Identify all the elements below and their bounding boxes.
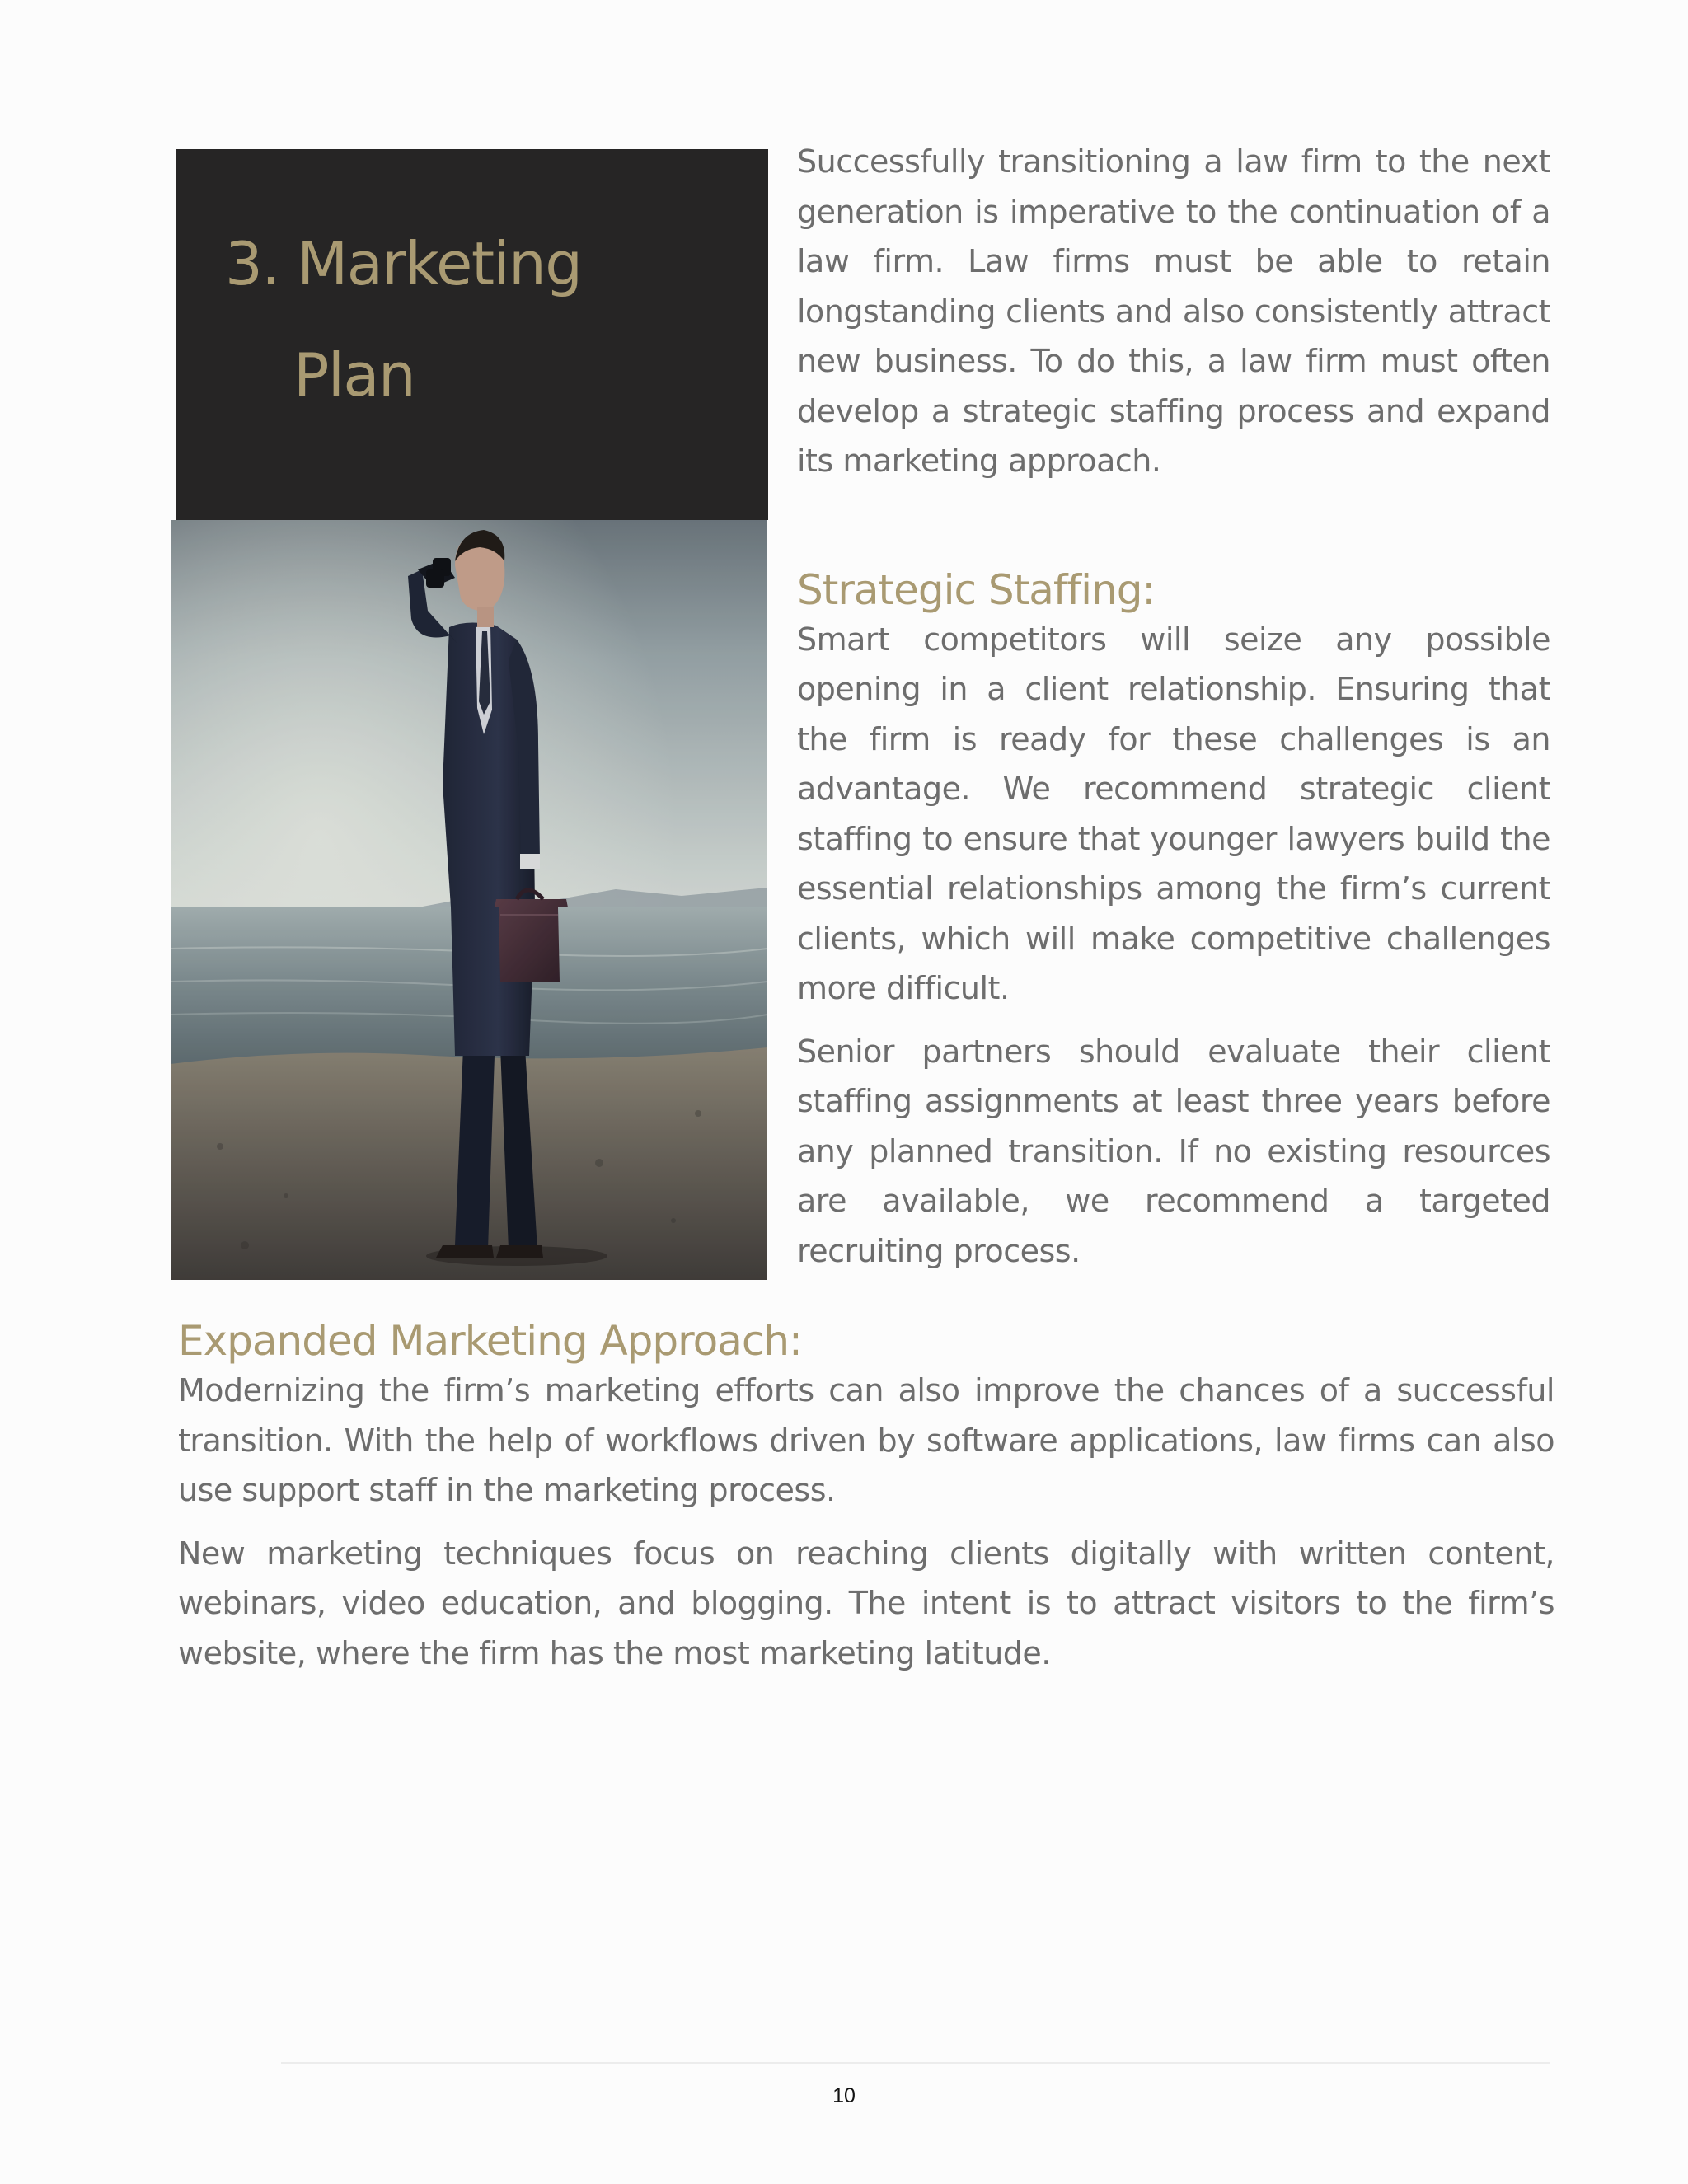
expanded-marketing-heading: Expanded Marketing Approach: (178, 1317, 802, 1365)
footer-divider (281, 2062, 1550, 2064)
strategic-staffing-heading: Strategic Staffing: (797, 565, 1156, 614)
section-title-line1: 3. Marketing (225, 229, 582, 298)
section-title-block (176, 149, 768, 520)
page-number: 10 (832, 2084, 856, 2107)
intro-paragraph: Successfully transitioning a law firm to the next generation is imperative to the continuation of a law firm. Law firms must be able to retain longstanding clients and also consistently attract new business. To do this, a law firm must often develop a strategic staffing process and expand its marketing approach. (797, 143, 1550, 479)
expanded-marketing-paragraph-2: New marketing techniques focus on reaching clients digitally with written content, webinars, video education, and blogging. The intent is to attract visitors to the firm’s website, where the firm has the most marketing latitude. (178, 1535, 1554, 1671)
right-column (797, 137, 1550, 1276)
strategic-staffing-paragraph-1: Smart competitors will seize any possible opening in a client relationship. Ensuring that the firm is ready for these challenges is an advantage. We recommend strategic client staffing to ensure that younger lawyers build the essential relationships among the firm’s current clients, which will make competitive challenges more difficult. (797, 621, 1550, 1006)
section-title-line2: Plan (293, 340, 415, 410)
strategic-staffing-paragraph-2: Senior partners should evaluate their client staffing assignments at least three years before any planned transition. If no existing resources are available, we recommend a targeted recruiting process. (797, 1033, 1550, 1269)
section-title (225, 209, 581, 431)
expanded-marketing-paragraph-1: Modernizing the firm’s marketing efforts can also improve the chances of a successful transition. With the help of workflows driven by software applications, law firms can also use support staff in the marketing process. (178, 1372, 1554, 1508)
businessman-photo (171, 520, 767, 1280)
expanded-marketing-section (178, 1316, 1554, 1678)
